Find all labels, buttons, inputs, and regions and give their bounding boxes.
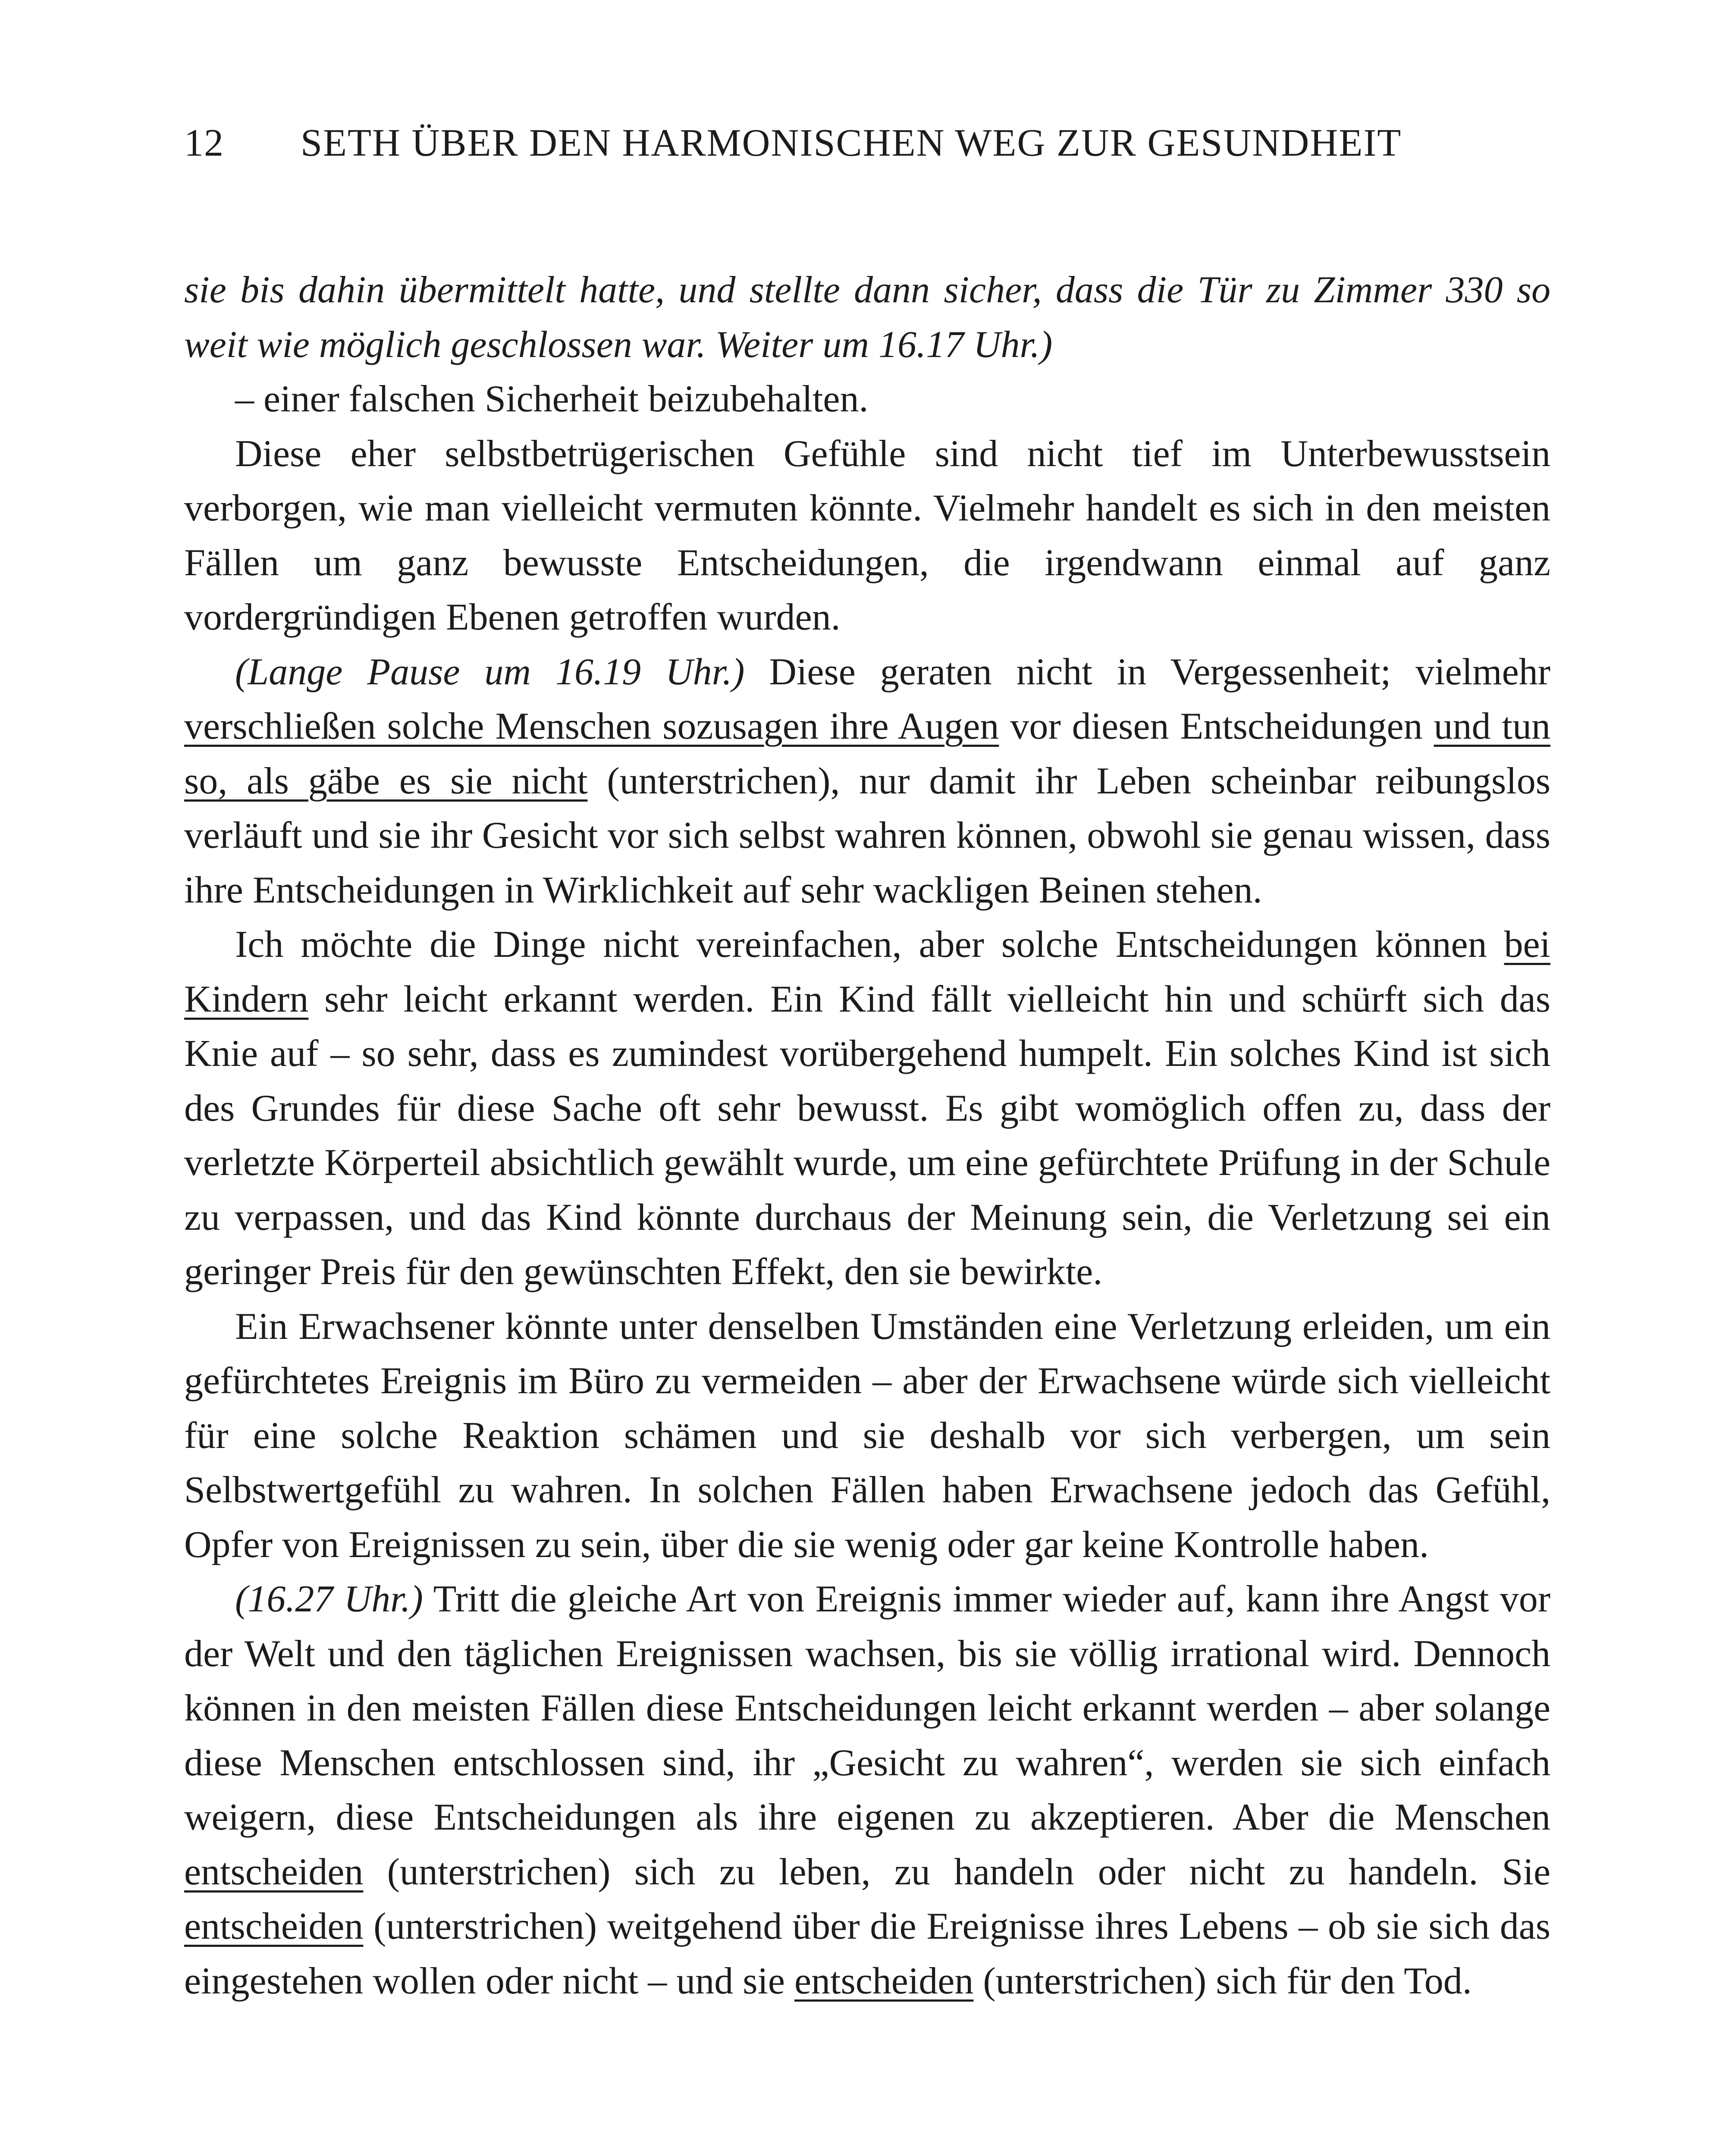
text-run: – einer falschen Sicherheit beizubehalten. bbox=[235, 378, 869, 420]
text-run: (16.27 Uhr.) bbox=[235, 1578, 423, 1620]
page-number: 12 bbox=[184, 122, 224, 164]
text-run: (unterstrichen) sich zu leben, zu handeln oder nicht zu handeln. Sie bbox=[363, 1851, 1550, 1893]
underlined-text: bei Kindern bbox=[184, 924, 1550, 1020]
text-run: (unterstrichen) weitgehend über die Ereignisse ihres Lebens – ob sie sich das eingestehen wollen oder nicht – und sie bbox=[184, 1905, 1550, 2002]
running-header bbox=[184, 113, 1551, 173]
text-run: Diese geraten nicht in Vergessenheit; vielmehr bbox=[744, 651, 1550, 693]
underlined-text: entscheiden bbox=[184, 1905, 364, 1947]
paragraph-6 bbox=[184, 1300, 1550, 1573]
text-run: vor diesen Entscheidungen bbox=[999, 705, 1434, 747]
paragraph-7 bbox=[184, 1572, 1550, 2009]
underlined-text: und tun so, als gäbe es sie nicht bbox=[184, 705, 1550, 802]
text-run: sehr leicht erkannt werden. Ein Kind fällt vielleicht hin und schürft sich das Knie auf – so sehr, dass es zumindest vorübergehend humpelt. Ein solches Kind ist sich des Grundes für diese Sache oft sehr bewusst. Es gibt womöglich offen zu, dass der verletzte Körperteil absichtlich gewählt wurde, um eine gefürchtete Prüfung in der Schule zu verpassen, und das Kind könnte durchaus der Meinung sein, die Verletzung sei ein geringer Preis für den gewünschten Effekt, den sie bewirkte. bbox=[184, 978, 1550, 1293]
paragraph-2 bbox=[184, 372, 1550, 427]
text-run: sie bis dahin übermittelt hatte, und stellte dann sicher, dass die Tür zu Zimmer 330 so weit wie möglich geschlossen war. Weiter um 16.17 Uhr.) bbox=[184, 269, 1550, 366]
text-run: (Lange Pause um 16.19 Uhr.) bbox=[235, 651, 745, 693]
text-run: (unterstrichen) sich für den Tod. bbox=[973, 1960, 1472, 2002]
text-run: Diese eher selbstbetrügerischen Gefühle sind nicht tief im Unterbewusstsein verborgen, wie man vielleicht vermuten könnte. Vielmehr handelt es sich in den meisten Fällen um ganz bewusste Entscheidungen, die irgendwann einmal auf ganz vordergründigen Ebenen getroffen wurden. bbox=[184, 432, 1550, 638]
paragraph-4 bbox=[184, 645, 1550, 918]
paragraph-3 bbox=[184, 427, 1550, 645]
underlined-text: entscheiden bbox=[184, 1851, 364, 1893]
underlined-text: verschließen solche Menschen sozusagen ihre Augen bbox=[184, 705, 999, 747]
text-run: Tritt die gleiche Art von Ereignis immer wieder auf, kann ihre Angst vor der Welt und den täglichen Ereignissen wachsen, bis sie völlig irrational wird. Dennoch können in den meisten Fällen diese Entscheidungen leicht erkannt werden – aber solange diese Menschen entschlossen sind, ihr „Gesicht zu wahren“, werden sie sich einfach weigern, diese Entscheidungen als ihre eigenen zu akzeptieren. Aber die Menschen bbox=[184, 1578, 1551, 1838]
text-run: Ich möchte die Dinge nicht vereinfachen, aber solche Entscheidungen können bbox=[235, 924, 1504, 965]
text-run: (unterstrichen), nur damit ihr Leben scheinbar reibungslos verläuft und sie ihr Gesicht vor sich selbst wahren können, obwohl sie genau wissen, dass ihre Entscheidungen in Wirklichkeit auf sehr wackligen Beinen stehen. bbox=[184, 760, 1550, 911]
running-title: SETH ÜBER DEN HARMONISCHEN WEG ZUR GESUNDHEIT bbox=[301, 122, 1402, 164]
underlined-text: entscheiden bbox=[794, 1960, 974, 2002]
paragraph-5 bbox=[184, 918, 1550, 1300]
paragraph-1 bbox=[184, 263, 1550, 372]
body-text bbox=[184, 263, 1550, 2009]
text-run: Ein Erwachsener könnte unter denselben Umständen eine Verletzung erleiden, um ein gefürchtetes Ereignis im Büro zu vermeiden – aber der Erwachsene würde sich vielleicht für eine solche Reaktion schämen und sie deshalb vor sich verbergen, um sein Selbstwertgefühl zu wahren. In solchen Fällen haben Erwachsene jedoch das Gefühl, Opfer von Ereignissen zu sein, über die sie wenig oder gar keine Kontrolle haben. bbox=[184, 1305, 1550, 1566]
